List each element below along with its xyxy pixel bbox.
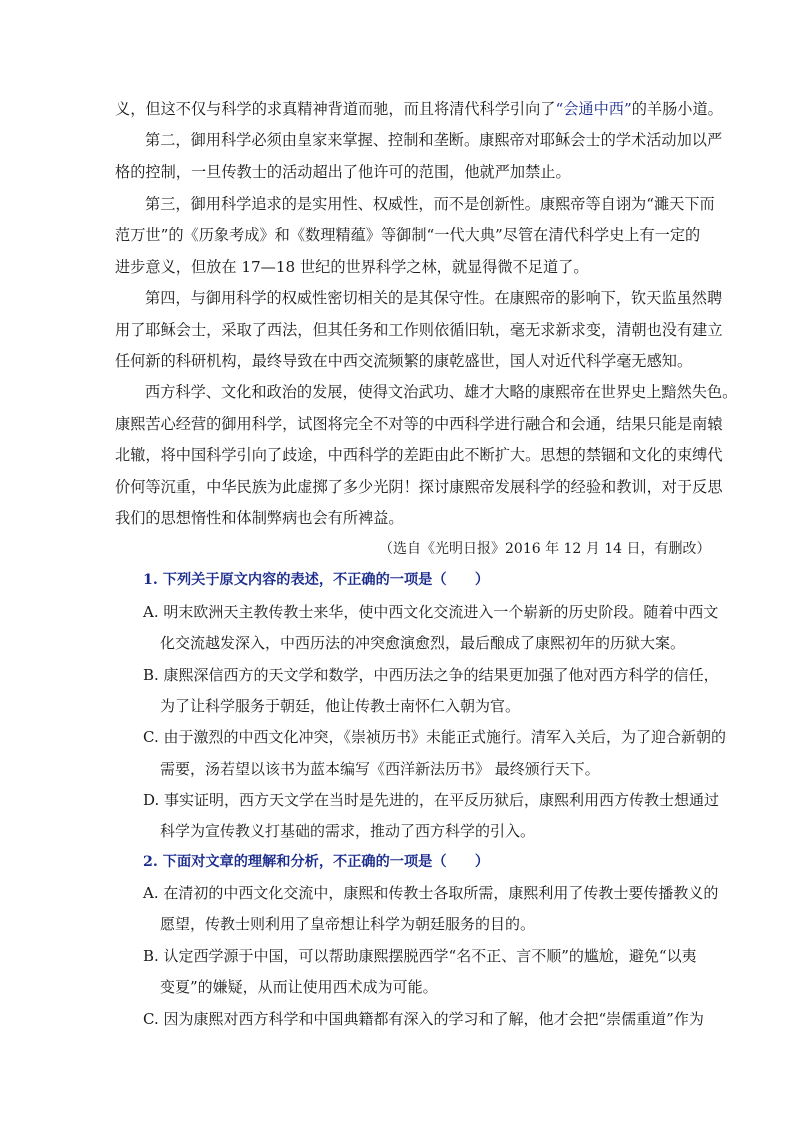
q1-option-a: A. 明末欧洲天主教传教士来华，使中西文化交流进入一个崭新的历史阶段。随着中西文 (143, 603, 719, 621)
passage-line: 第二，御用科学必须由皇家来掌握、控制和垄断。康熙帝对耶稣会士的学术活动加以严 (145, 131, 723, 149)
highlighted-quote: “会通中西” (555, 100, 632, 118)
q1-option-b-cont: 为了让科学服务于朝廷，他让传教士南怀仁入朝为官。 (160, 697, 521, 715)
passage-line: 格的控制，一旦传教士的活动超出了他许可的范围，他就严加禁止。 (115, 163, 571, 181)
passage-line: 第三，御用科学追求的是实用性、权威性，而不是创新性。康熙帝等自诩为“濉天下而 (145, 195, 715, 213)
q1-option-a-cont: 化交流越发深入，中西历法的冲突愈演愈烈，最后酿成了康熙初年的历狱大案。 (160, 634, 686, 652)
q2-option-b-cont: 变夏”的嫌疑，从而让使用西术成为可能。 (160, 978, 438, 996)
q2-option-b: B. 认定西学源于中国，可以帮助康熙摆脱西学“名不正、言不顺”的尴尬，避免“以夷 (143, 947, 697, 965)
passage-line: 进步意义，但放在 17—18 世纪的世界科学之林，就显得微不足道了。 (115, 258, 589, 276)
text-span: 的羊肠小道。 (631, 100, 723, 118)
passage-line: 范万世”的《历象考成》和《数理精蕴》等御制“一代大典”尽管在清代科学史上有一定的 (115, 226, 701, 244)
passage-line: 第四，与御用科学的权威性密切相关的是其保守性。在康熙帝的影响下，钦天监虽然聘 (145, 289, 723, 307)
passage-line: 价何等沉重，中华民族为此虚掷了多少光阴！探讨康熙帝发展科学的经验和教训，对于反思 (115, 478, 723, 496)
question-1-title: 1. 下列关于原文内容的表述，不正确的一项是（ ） (143, 572, 490, 588)
passage-line: 用了耶稣会士，采取了西法，但其任务和工作则依循旧轨，毫无求新求变，清朝也没有建立 (115, 321, 723, 339)
q1-option-b: B. 康熙深信西方的天文学和数学，中西历法之争的结果更加强了他对西方科学的信任， (143, 666, 719, 684)
q1-option-d: D. 事实证明，西方天文学在当时是先进的，在平反历狱后，康熙利用西方传教士想通过 (143, 791, 720, 809)
q2-option-a-cont: 愿望，传教士则利用了皇帝想让科学为朝廷服务的目的。 (160, 915, 536, 933)
passage-line: 康熙苦心经营的御用科学，试图将完全不对等的中西科学进行融合和会通，结果只能是南辕 (115, 415, 723, 433)
passage-line: 我们的思想惰性和体制弊病也会有所裨益。 (115, 509, 404, 527)
q1-option-c: C. 由于激烈的中西文化冲突，《崇祯历书》未能正式施行。清军入关后，为了迎合新朝的 (143, 728, 726, 746)
source-citation: （选自《光明日报》2016 年 12 月 14 日，有删改） (379, 541, 711, 557)
question-2-title: 2. 下面对文章的理解和分析，不正确的一项是（ ） (143, 854, 490, 870)
q1-option-c-cont: 需要，汤若望以该书为蓝本编写《西洋新法历书》 最终颁行天下。 (160, 760, 600, 778)
text-span: 义，但这不仅与科学的求真精神背道而驰，而且将清代科学引向了 (115, 100, 556, 118)
passage-line (115, 99, 723, 119)
q1-option-d-cont: 科学为宣传教义打基础的需求，推动了西方科学的引入。 (160, 822, 536, 840)
passage-line: 任何新的科研机构，最终导致在中西交流频繁的康乾盛世，国人对近代科学毫无感知。 (115, 352, 693, 370)
q2-option-a: A. 在清初的中西文化交流中，康熙和传教士各取所需，康熙利用了传教士要传播教义的 (143, 884, 719, 902)
q2-option-c: C. 因为康熙对西方科学和中国典籍都有深入的学习和了解，他才会把“崇儒重道”作为 (143, 1010, 704, 1028)
passage-line: 北辙，将中国科学引向了歧途，中西科学的差距由此不断扩大。思想的禁锢和文化的束缚代 (115, 446, 723, 464)
passage-line: 西方科学、文化和政治的发展，使得文治武功、雄才大略的康熙帝在世界史上黯然失色。 (145, 383, 738, 401)
